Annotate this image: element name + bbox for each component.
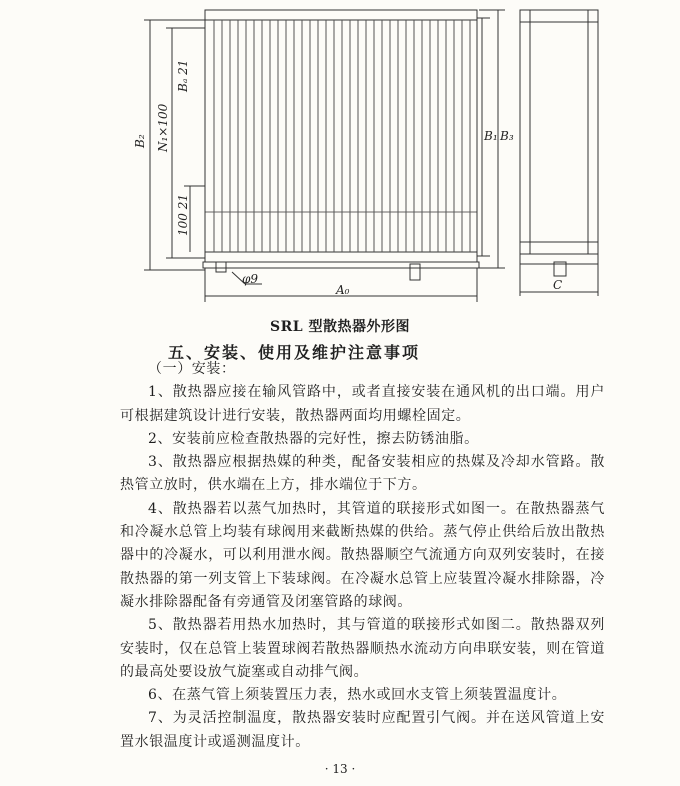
label-c: C bbox=[553, 278, 563, 292]
body-text bbox=[120, 358, 605, 754]
label-phi: φ9 bbox=[242, 272, 259, 286]
label-ba21: Bₐ 21 bbox=[176, 59, 190, 92]
paragraph-2: 2、安装前应检查散热器的完好性，擦去防锈油脂。 bbox=[148, 430, 479, 447]
figure-caption: SRL 型散热器外形图 bbox=[270, 319, 410, 335]
paragraph-3: 3、散热器应根据热媒的种类，配备安装相应的热媒及冷却水管路。散热管立放时，供水端在上方，排水端位于下方。 bbox=[120, 454, 605, 494]
label-b3: B₃ bbox=[500, 129, 514, 143]
subheading-install: （一）安装： bbox=[148, 361, 236, 377]
label-a0: A₀ bbox=[336, 283, 350, 297]
label-b1: B₁ bbox=[484, 129, 498, 143]
front-left-foot bbox=[216, 262, 226, 272]
paragraph-7: 7、为灵活控制温度，散热器安装时应配置引气阀。并在送风管道上安置水银温度计或遥测温度计。 bbox=[120, 710, 605, 750]
paragraph-5: 5、散热器若用热水加热时，其与管道的联接形式如图二。散热器双列安装时，仅在总管上装置球阀若散热器顺热水流动方向串联安装，则在管道的最高处要设放气旋塞或自动排气阀。 bbox=[120, 617, 605, 680]
front-outlet-stub bbox=[410, 264, 420, 280]
radiator-fins bbox=[214, 20, 470, 252]
side-view-frame bbox=[520, 10, 598, 254]
section-title: 五、安装、使用及维护注意事项 bbox=[168, 343, 421, 362]
paragraph-4: 4、散热器若以蒸气加热时，其管道的联接形式如图一。在散热器蒸气和冷凝水总管上均装有球阀用来截断热媒的供给。蒸气停止供给后放出散热器中的冷凝水，可以利用泄水阀。散热器顺空气流通方向双列安装时，在接散热器的第一列支管上下装球阀。在冷凝水总管上应装置冷凝水排除器，冷凝水排除器配备有旁通管及闭塞管路的球阀。 bbox=[120, 500, 605, 610]
label-100: 100 21 bbox=[176, 194, 190, 236]
label-b2: B₂ bbox=[133, 134, 147, 148]
paragraph-1: 1、散热器应接在输风管路中，或者直接安装在通风机的出口端。用户可根据建筑设计进行安装，散热器两面均用螺栓固定。 bbox=[120, 384, 605, 424]
label-n1: N₁×100 bbox=[156, 103, 170, 152]
paragraph-6: 6、在蒸气管上须装置压力表，热水或回水支管上须装置温度计。 bbox=[148, 687, 567, 704]
radiator-outline-drawing bbox=[0, 0, 680, 312]
page-number: · 13 · bbox=[324, 762, 356, 776]
front-base-plate bbox=[203, 262, 479, 268]
drawing-svg bbox=[0, 0, 680, 312]
